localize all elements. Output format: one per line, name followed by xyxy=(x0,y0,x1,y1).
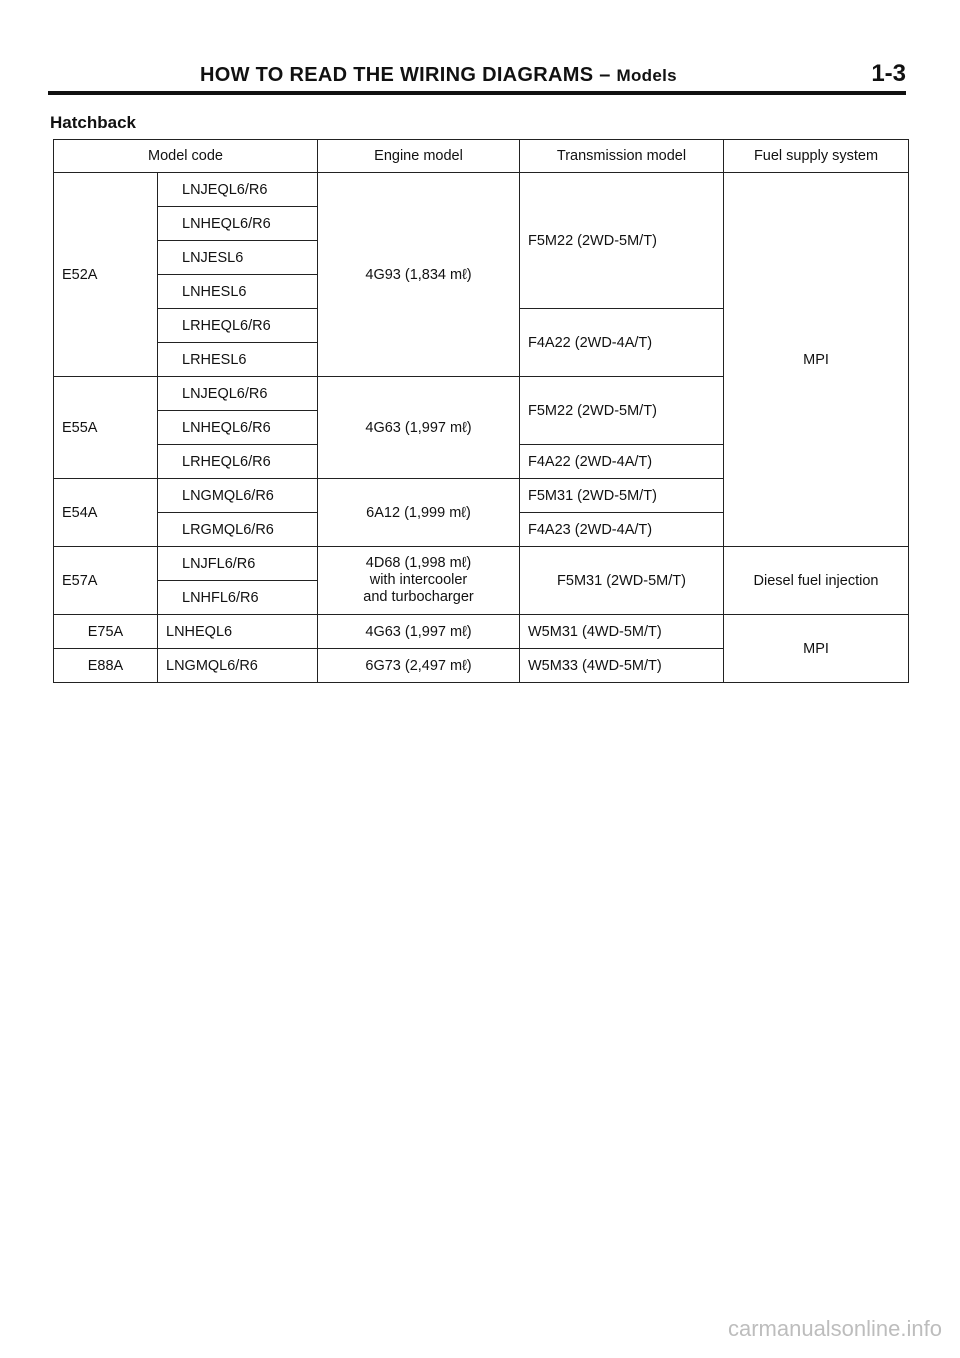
engine-cell: 6G73 (2,497 mℓ) xyxy=(318,649,520,683)
model-code: LNJEQL6/R6 xyxy=(158,173,318,207)
model-group-code: E57A xyxy=(54,547,158,615)
model-code: LRGMQL6/R6 xyxy=(158,513,318,547)
model-code: LNJFL6/R6 xyxy=(158,547,318,581)
model-code: LNGMQL6/R6 xyxy=(158,649,318,683)
engine-line: and turbocharger xyxy=(363,589,474,605)
header-transmission-model: Transmission model xyxy=(520,140,724,173)
model-code: LRHEQL6/R6 xyxy=(158,309,318,343)
transmission-cell: F4A23 (2WD-4A/T) xyxy=(520,513,724,547)
model-code: LNHEQL6/R6 xyxy=(158,411,318,445)
model-group-code: E55A xyxy=(54,377,158,479)
model-code: LNHEQL6/R6 xyxy=(158,207,318,241)
table-row xyxy=(54,173,909,207)
table-row xyxy=(54,547,909,581)
fuel-cell: MPI xyxy=(724,615,909,683)
fuel-cell: Diesel fuel injection xyxy=(724,547,909,615)
transmission-cell: F5M31 (2WD-5M/T) xyxy=(520,547,724,615)
watermark: carmanualsonline.info xyxy=(727,1316,942,1341)
transmission-cell: F4A22 (2WD-4A/T) xyxy=(520,445,724,479)
engine-cell: 4G93 (1,834 mℓ) xyxy=(318,173,520,377)
section-title: Hatchback xyxy=(50,113,136,132)
model-group-code: E75A xyxy=(54,615,158,649)
page-title-main: HOW TO READ THE WIRING DIAGRAMS xyxy=(200,64,594,86)
engine-cell xyxy=(318,547,520,615)
model-group-code: E52A xyxy=(54,173,158,377)
engine-cell: 4G63 (1,997 mℓ) xyxy=(318,377,520,479)
transmission-cell: F5M22 (2WD-5M/T) xyxy=(520,377,724,445)
page-title xyxy=(200,64,677,87)
header-fuel-supply-system: Fuel supply system xyxy=(724,140,909,173)
engine-cell: 6A12 (1,999 mℓ) xyxy=(318,479,520,547)
page-title-subtitle: Models xyxy=(616,66,677,85)
transmission-cell: F4A22 (2WD-4A/T) xyxy=(520,309,724,377)
header-model-code: Model code xyxy=(54,140,318,173)
model-code: LNGMQL6/R6 xyxy=(158,479,318,513)
model-code: LNJESL6 xyxy=(158,241,318,275)
transmission-cell: W5M33 (4WD-5M/T) xyxy=(520,649,724,683)
engine-cell: 4G63 (1,997 mℓ) xyxy=(318,615,520,649)
page-title-dash: – xyxy=(599,64,611,86)
transmission-cell: F5M31 (2WD-5M/T) xyxy=(520,479,724,513)
model-code: LNHFL6/R6 xyxy=(158,581,318,615)
model-code: LRHESL6 xyxy=(158,343,318,377)
transmission-cell: W5M31 (4WD-5M/T) xyxy=(520,615,724,649)
engine-line: 4D68 (1,998 mℓ) xyxy=(365,555,472,571)
header-engine-model: Engine model xyxy=(318,140,520,173)
models-table xyxy=(53,139,909,683)
table-row xyxy=(54,615,909,649)
model-group-code: E88A xyxy=(54,649,158,683)
model-group-code: E54A xyxy=(54,479,158,547)
transmission-cell: F5M22 (2WD-5M/T) xyxy=(520,173,724,309)
engine-line: with intercooler xyxy=(369,572,468,588)
model-code: LRHEQL6/R6 xyxy=(158,445,318,479)
page-number: 1-3 xyxy=(871,60,906,87)
model-code: LNJEQL6/R6 xyxy=(158,377,318,411)
fuel-cell: MPI xyxy=(724,173,909,547)
header-rule xyxy=(48,91,906,95)
table-header-row xyxy=(54,140,909,173)
model-code: LNHESL6 xyxy=(158,275,318,309)
model-code: LNHEQL6 xyxy=(158,615,318,649)
